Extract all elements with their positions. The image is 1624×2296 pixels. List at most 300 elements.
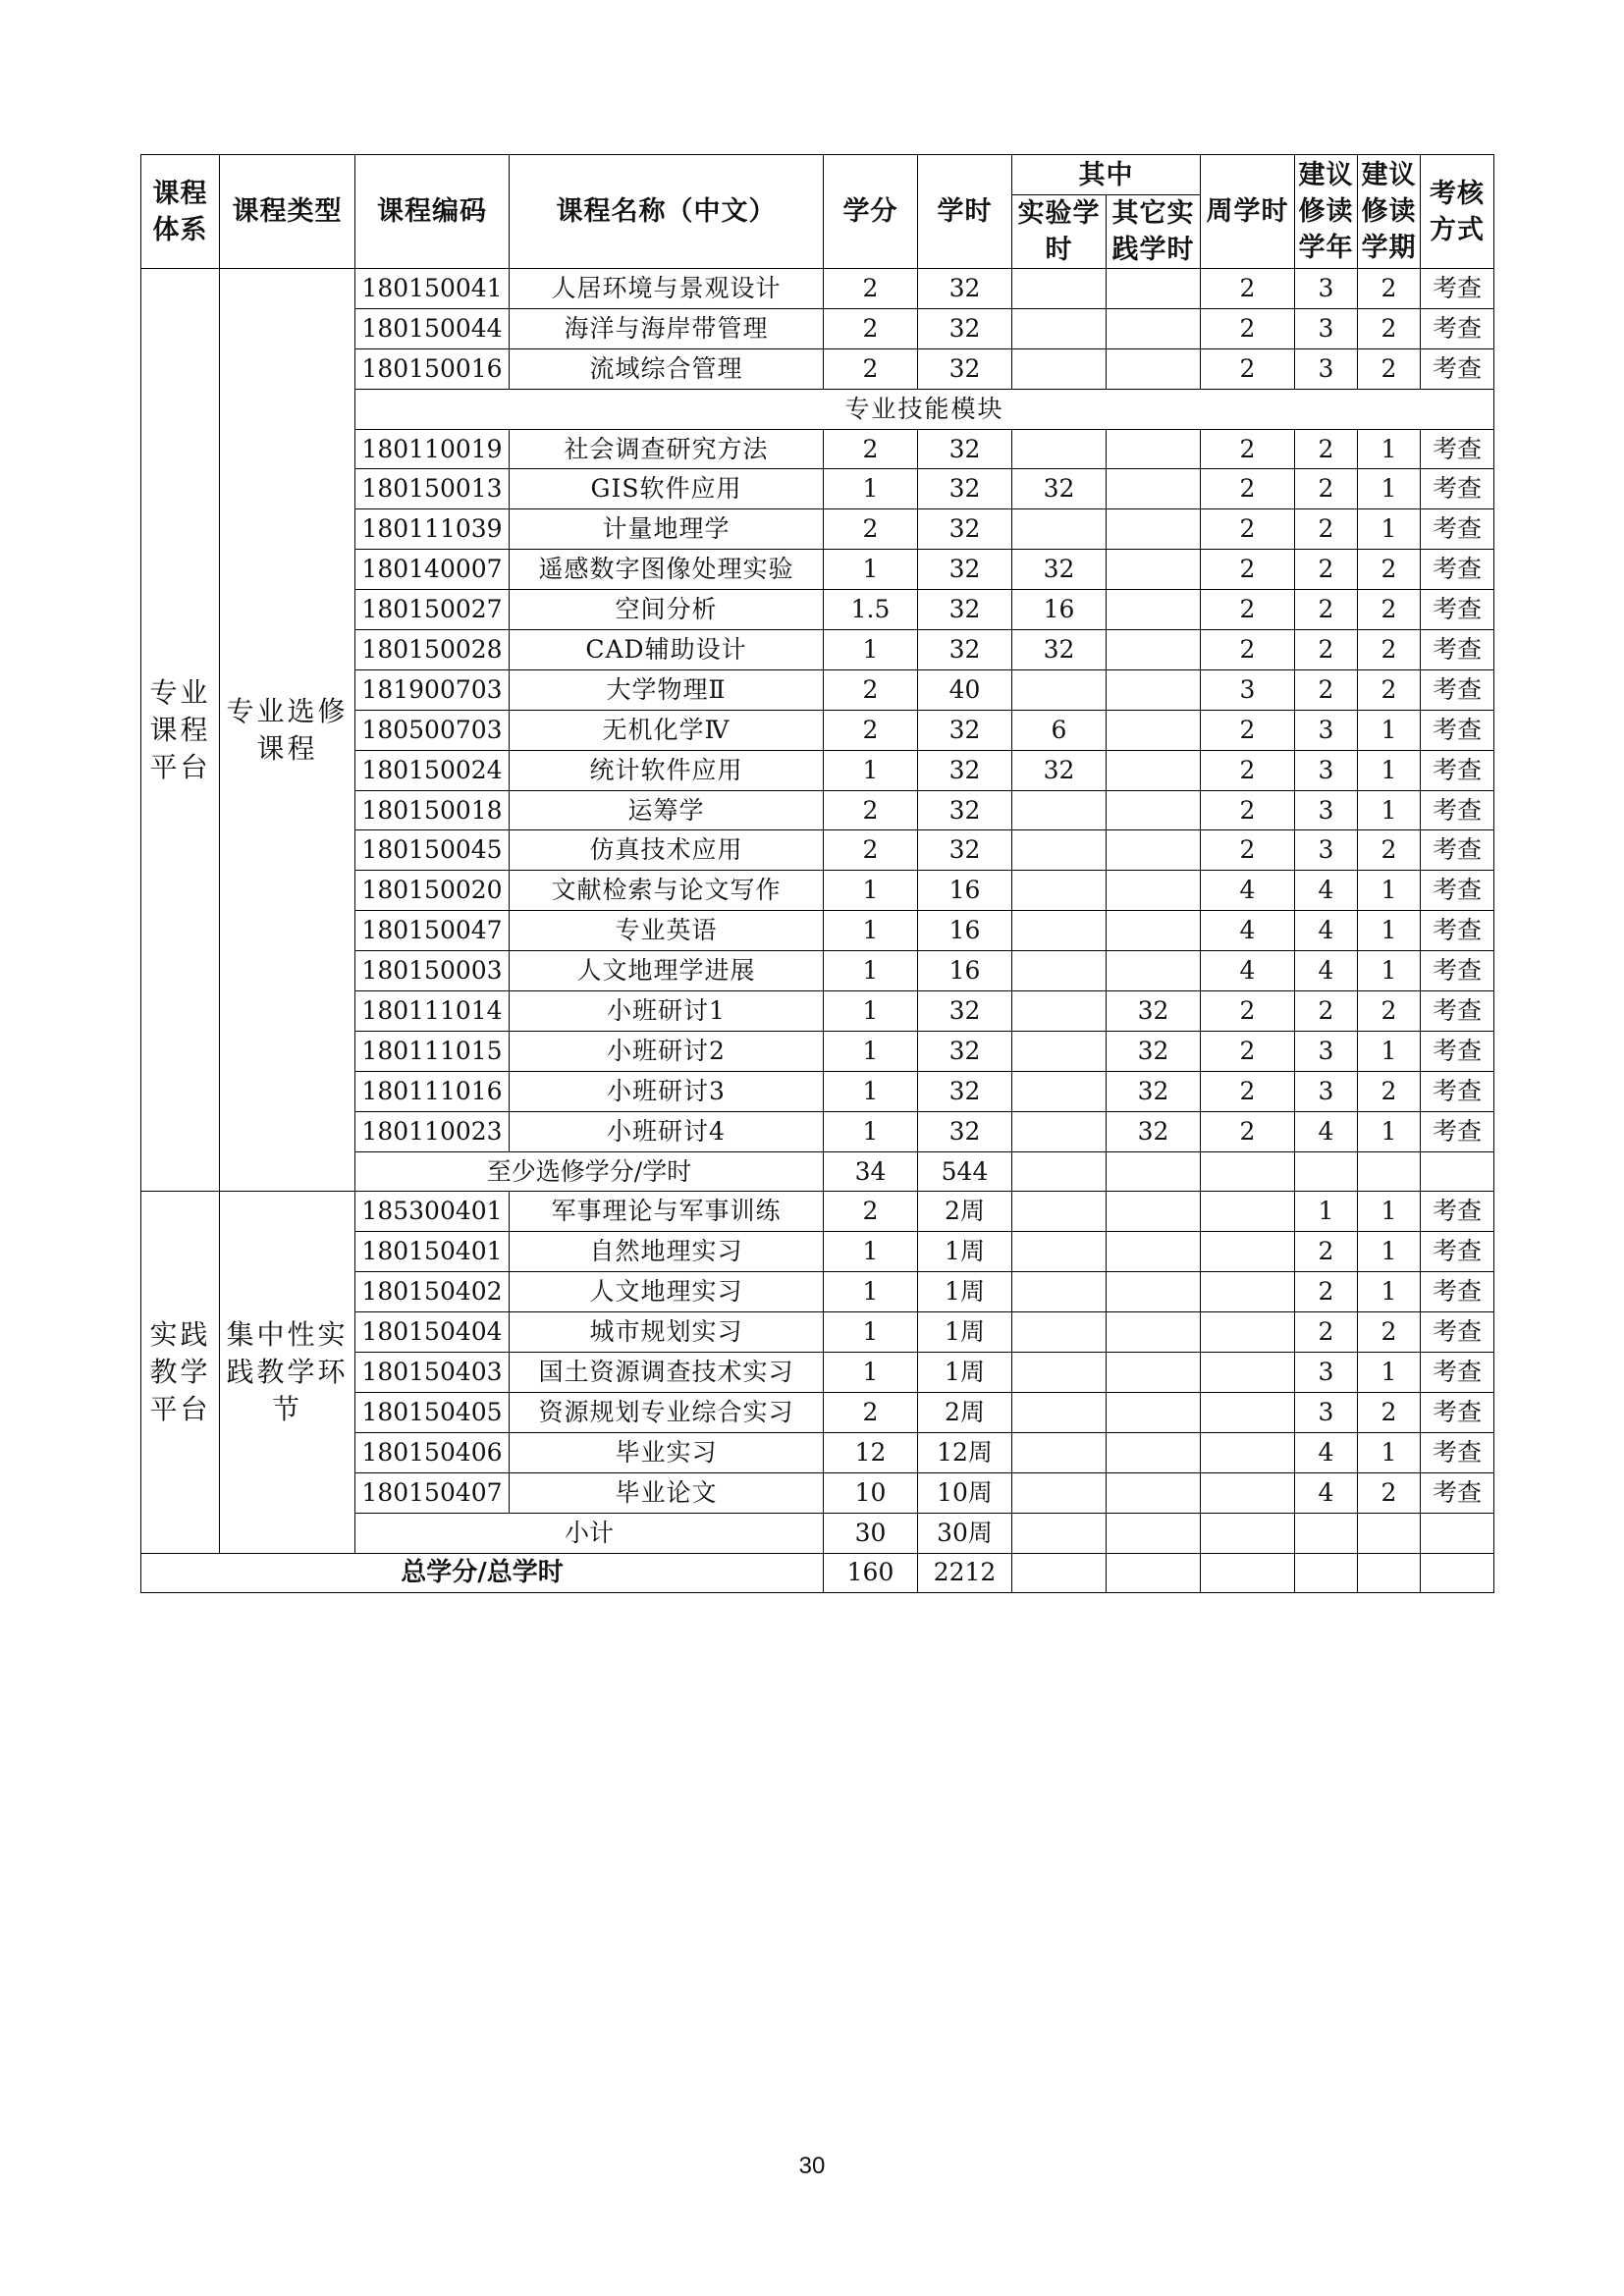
cell-empty — [1295, 1553, 1358, 1593]
cell-term: 2 — [1358, 590, 1421, 630]
cell-lab — [1012, 1392, 1107, 1432]
cell-hours: 32 — [918, 1071, 1012, 1111]
cell-name: 资源规划专业综合实习 — [510, 1392, 824, 1432]
table-header — [141, 155, 1494, 269]
cell-lab — [1012, 308, 1107, 348]
cell-other — [1107, 710, 1201, 750]
cell-code: 180150403 — [355, 1353, 510, 1393]
cell-lab — [1012, 830, 1107, 871]
header-among: 其中 — [1012, 155, 1201, 195]
cell-name: 小班研讨3 — [510, 1071, 824, 1111]
cell-weekly: 2 — [1201, 1111, 1295, 1151]
cell-lab: 32 — [1012, 630, 1107, 670]
cell-code: 180150028 — [355, 630, 510, 670]
cell-code: 180150020 — [355, 871, 510, 911]
cell-name: 计量地理学 — [510, 509, 824, 550]
module-label: 专业技能模块 — [355, 389, 1494, 429]
cell-hours: 32 — [918, 710, 1012, 750]
cell-credit: 2 — [824, 1192, 918, 1232]
cell-year: 2 — [1295, 669, 1358, 710]
cell-other — [1107, 1232, 1201, 1272]
cell-empty — [1295, 1513, 1358, 1553]
cell-hours: 1周 — [918, 1232, 1012, 1272]
cell-hours: 32 — [918, 269, 1012, 309]
cell-term: 1 — [1358, 1031, 1421, 1071]
cell-assess: 考查 — [1421, 1353, 1494, 1393]
cell-assess: 考查 — [1421, 1071, 1494, 1111]
cell-lab — [1012, 1472, 1107, 1513]
header-suggested-term: 建议修读学期 — [1358, 155, 1421, 269]
cell-code: 180150024 — [355, 750, 510, 790]
cell-assess: 考查 — [1421, 429, 1494, 469]
cell-name: 国土资源调查技术实习 — [510, 1353, 824, 1393]
cell-lab: 32 — [1012, 750, 1107, 790]
min-elective-hours: 544 — [918, 1151, 1012, 1192]
cell-term: 1 — [1358, 750, 1421, 790]
cell-hours: 1周 — [918, 1312, 1012, 1353]
cell-code: 180150401 — [355, 1232, 510, 1272]
cell-year: 4 — [1295, 1472, 1358, 1513]
cell-term: 1 — [1358, 871, 1421, 911]
cell-lab — [1012, 991, 1107, 1032]
cell-year: 2 — [1295, 991, 1358, 1032]
cell-year: 4 — [1295, 1432, 1358, 1472]
cell-credit: 2 — [824, 669, 918, 710]
header-assessment: 考核方式 — [1421, 155, 1494, 269]
cell-year: 2 — [1295, 1312, 1358, 1353]
cell-code: 181900703 — [355, 669, 510, 710]
cell-empty — [1201, 1151, 1295, 1192]
cell-lab — [1012, 951, 1107, 991]
cell-hours: 32 — [918, 991, 1012, 1032]
cell-term: 1 — [1358, 1353, 1421, 1393]
cell-code: 180150018 — [355, 790, 510, 830]
header-suggested-year: 建议修读学年 — [1295, 155, 1358, 269]
cell-other — [1107, 1353, 1201, 1393]
cell-term: 1 — [1358, 1192, 1421, 1232]
cell-term: 2 — [1358, 669, 1421, 710]
cell-other — [1107, 429, 1201, 469]
cell-other — [1107, 1272, 1201, 1312]
cell-name: 空间分析 — [510, 590, 824, 630]
cell-name: 军事理论与军事训练 — [510, 1192, 824, 1232]
cell-name: 小班研讨2 — [510, 1031, 824, 1071]
course-table — [140, 154, 1494, 1593]
cell-term: 2 — [1358, 550, 1421, 590]
cell-weekly: 2 — [1201, 348, 1295, 389]
cell-other — [1107, 830, 1201, 871]
table-row — [141, 269, 1494, 309]
cell-code: 180150407 — [355, 1472, 510, 1513]
cell-hours: 32 — [918, 469, 1012, 509]
cell-hours: 32 — [918, 348, 1012, 389]
cell-term: 2 — [1358, 1312, 1421, 1353]
cell-name: 人居环境与景观设计 — [510, 269, 824, 309]
cell-credit: 2 — [824, 790, 918, 830]
cell-year: 2 — [1295, 1232, 1358, 1272]
cell-term: 1 — [1358, 1432, 1421, 1472]
cell-hours: 32 — [918, 429, 1012, 469]
cell-hours: 1周 — [918, 1353, 1012, 1393]
cell-empty — [1201, 1513, 1295, 1553]
cell-weekly: 4 — [1201, 951, 1295, 991]
cell-lab: 32 — [1012, 550, 1107, 590]
cell-name: CAD辅助设计 — [510, 630, 824, 670]
cell-name: 专业英语 — [510, 911, 824, 951]
cell-term: 1 — [1358, 469, 1421, 509]
cell-hours: 32 — [918, 790, 1012, 830]
cell-hours: 32 — [918, 590, 1012, 630]
cell-credit: 1 — [824, 1071, 918, 1111]
cell-empty — [1012, 1513, 1107, 1553]
cell-code: 180111014 — [355, 991, 510, 1032]
cell-term: 1 — [1358, 429, 1421, 469]
cell-assess: 考查 — [1421, 1192, 1494, 1232]
cell-credit: 1 — [824, 630, 918, 670]
subtotal-label: 小计 — [355, 1513, 824, 1553]
cell-assess: 考查 — [1421, 911, 1494, 951]
cell-name: 毕业实习 — [510, 1432, 824, 1472]
cell-empty — [1421, 1151, 1494, 1192]
cell-empty — [1421, 1553, 1494, 1593]
cell-empty — [1107, 1553, 1201, 1593]
cell-code: 180110019 — [355, 429, 510, 469]
cell-hours: 32 — [918, 1111, 1012, 1151]
min-elective-credit: 34 — [824, 1151, 918, 1192]
cell-credit: 1 — [824, 1353, 918, 1393]
cell-other — [1107, 269, 1201, 309]
cell-lab — [1012, 348, 1107, 389]
cell-weekly: 2 — [1201, 830, 1295, 871]
min-elective-label: 至少选修学分/学时 — [355, 1151, 824, 1192]
cell-lab — [1012, 1432, 1107, 1472]
cell-name: 仿真技术应用 — [510, 830, 824, 871]
cell-empty — [1012, 1553, 1107, 1593]
cell-assess: 考查 — [1421, 991, 1494, 1032]
cell-code: 180150027 — [355, 590, 510, 630]
cell-lab — [1012, 1192, 1107, 1232]
cell-other — [1107, 669, 1201, 710]
table-row — [141, 1553, 1494, 1593]
cell-weekly: 4 — [1201, 911, 1295, 951]
cell-other — [1107, 469, 1201, 509]
cell-hours: 32 — [918, 509, 1012, 550]
cell-hours: 10周 — [918, 1472, 1012, 1513]
course-type-cell: 集中性实践教学环节 — [220, 1192, 355, 1553]
header-hours: 学时 — [918, 155, 1012, 269]
cell-code: 180150402 — [355, 1272, 510, 1312]
cell-code: 180150406 — [355, 1432, 510, 1472]
cell-lab — [1012, 1232, 1107, 1272]
header-weekly-hours: 周学时 — [1201, 155, 1295, 269]
cell-code: 180111039 — [355, 509, 510, 550]
cell-hours: 1周 — [918, 1272, 1012, 1312]
cell-name: 运筹学 — [510, 790, 824, 830]
cell-hours: 32 — [918, 550, 1012, 590]
cell-lab — [1012, 669, 1107, 710]
cell-year: 2 — [1295, 630, 1358, 670]
total-label: 总学分/总学时 — [141, 1553, 824, 1593]
cell-weekly: 3 — [1201, 669, 1295, 710]
cell-term: 2 — [1358, 269, 1421, 309]
cell-year: 3 — [1295, 348, 1358, 389]
cell-code: 180111016 — [355, 1071, 510, 1111]
cell-year: 2 — [1295, 550, 1358, 590]
cell-assess: 考查 — [1421, 1272, 1494, 1312]
cell-credit: 1 — [824, 991, 918, 1032]
cell-other — [1107, 951, 1201, 991]
cell-credit: 1 — [824, 1312, 918, 1353]
cell-other: 32 — [1107, 1031, 1201, 1071]
cell-credit: 1 — [824, 911, 918, 951]
cell-year: 3 — [1295, 308, 1358, 348]
cell-name: 小班研讨1 — [510, 991, 824, 1032]
cell-hours: 16 — [918, 911, 1012, 951]
header-other-practice: 其它实践学时 — [1107, 195, 1201, 269]
cell-assess: 考查 — [1421, 1392, 1494, 1432]
cell-assess: 考查 — [1421, 1031, 1494, 1071]
table-body — [141, 269, 1494, 1593]
cell-other — [1107, 308, 1201, 348]
cell-weekly — [1201, 1192, 1295, 1232]
cell-code: 185300401 — [355, 1192, 510, 1232]
cell-lab — [1012, 1312, 1107, 1353]
cell-credit: 1 — [824, 1111, 918, 1151]
header-type: 课程类型 — [220, 155, 355, 269]
cell-term: 1 — [1358, 1272, 1421, 1312]
cell-term: 2 — [1358, 308, 1421, 348]
cell-term: 1 — [1358, 1111, 1421, 1151]
header-code: 课程编码 — [355, 155, 510, 269]
cell-assess: 考查 — [1421, 469, 1494, 509]
cell-credit: 1.5 — [824, 590, 918, 630]
cell-name: 统计软件应用 — [510, 750, 824, 790]
cell-year: 4 — [1295, 871, 1358, 911]
cell-year: 3 — [1295, 1031, 1358, 1071]
cell-lab — [1012, 1111, 1107, 1151]
cell-credit: 1 — [824, 550, 918, 590]
cell-lab — [1012, 1071, 1107, 1111]
cell-year: 4 — [1295, 911, 1358, 951]
cell-year: 3 — [1295, 830, 1358, 871]
cell-year: 3 — [1295, 269, 1358, 309]
cell-empty — [1107, 1513, 1201, 1553]
cell-hours: 16 — [918, 871, 1012, 911]
cell-weekly: 2 — [1201, 469, 1295, 509]
cell-weekly — [1201, 1472, 1295, 1513]
header-name: 课程名称（中文） — [510, 155, 824, 269]
cell-year: 2 — [1295, 509, 1358, 550]
cell-name: 小班研讨4 — [510, 1111, 824, 1151]
cell-name: 无机化学Ⅳ — [510, 710, 824, 750]
cell-assess: 考查 — [1421, 750, 1494, 790]
cell-year: 2 — [1295, 1272, 1358, 1312]
cell-assess: 考查 — [1421, 348, 1494, 389]
cell-year: 4 — [1295, 951, 1358, 991]
cell-credit: 2 — [824, 710, 918, 750]
subtotal-hours: 30周 — [918, 1513, 1012, 1553]
cell-code: 180500703 — [355, 710, 510, 750]
cell-credit: 2 — [824, 1392, 918, 1432]
total-hours: 2212 — [918, 1553, 1012, 1593]
cell-empty — [1358, 1553, 1421, 1593]
cell-code: 180150405 — [355, 1392, 510, 1432]
cell-weekly: 2 — [1201, 1031, 1295, 1071]
cell-lab — [1012, 269, 1107, 309]
cell-weekly: 2 — [1201, 710, 1295, 750]
cell-assess: 考查 — [1421, 951, 1494, 991]
cell-credit: 2 — [824, 830, 918, 871]
cell-name: 自然地理实习 — [510, 1232, 824, 1272]
cell-other — [1107, 871, 1201, 911]
cell-term: 1 — [1358, 951, 1421, 991]
cell-lab: 32 — [1012, 469, 1107, 509]
cell-code: 180110023 — [355, 1111, 510, 1151]
cell-assess: 考查 — [1421, 509, 1494, 550]
cell-credit: 1 — [824, 750, 918, 790]
cell-term: 2 — [1358, 348, 1421, 389]
cell-other: 32 — [1107, 991, 1201, 1032]
cell-empty — [1201, 1553, 1295, 1593]
cell-term: 1 — [1358, 509, 1421, 550]
cell-hours: 32 — [918, 630, 1012, 670]
cell-empty — [1358, 1151, 1421, 1192]
cell-other — [1107, 509, 1201, 550]
cell-credit: 1 — [824, 871, 918, 911]
cell-other — [1107, 1472, 1201, 1513]
cell-lab — [1012, 1272, 1107, 1312]
cell-other — [1107, 790, 1201, 830]
cell-lab — [1012, 509, 1107, 550]
cell-assess: 考查 — [1421, 871, 1494, 911]
cell-hours: 12周 — [918, 1432, 1012, 1472]
cell-code: 180150045 — [355, 830, 510, 871]
course-system-cell: 专业课程平台 — [141, 269, 220, 1192]
subtotal-credit: 30 — [824, 1513, 918, 1553]
cell-credit: 12 — [824, 1432, 918, 1472]
cell-name: 大学物理Ⅱ — [510, 669, 824, 710]
cell-code: 180150041 — [355, 269, 510, 309]
cell-credit: 2 — [824, 429, 918, 469]
cell-weekly — [1201, 1432, 1295, 1472]
cell-hours: 16 — [918, 951, 1012, 991]
cell-weekly: 2 — [1201, 790, 1295, 830]
cell-term: 2 — [1358, 1071, 1421, 1111]
cell-assess: 考查 — [1421, 710, 1494, 750]
cell-name: GIS软件应用 — [510, 469, 824, 509]
cell-lab — [1012, 1031, 1107, 1071]
cell-other — [1107, 1432, 1201, 1472]
cell-hours: 32 — [918, 1031, 1012, 1071]
cell-assess: 考查 — [1421, 550, 1494, 590]
cell-name: 毕业论文 — [510, 1472, 824, 1513]
cell-empty — [1358, 1513, 1421, 1553]
cell-code: 180140007 — [355, 550, 510, 590]
cell-weekly — [1201, 1392, 1295, 1432]
cell-weekly — [1201, 1312, 1295, 1353]
cell-name: 海洋与海岸带管理 — [510, 308, 824, 348]
cell-assess: 考查 — [1421, 1232, 1494, 1272]
cell-code: 180111015 — [355, 1031, 510, 1071]
cell-other — [1107, 1392, 1201, 1432]
cell-assess: 考查 — [1421, 669, 1494, 710]
cell-code: 180150003 — [355, 951, 510, 991]
cell-weekly: 2 — [1201, 1071, 1295, 1111]
cell-weekly: 2 — [1201, 991, 1295, 1032]
cell-credit: 1 — [824, 1232, 918, 1272]
cell-credit: 10 — [824, 1472, 918, 1513]
cell-year: 3 — [1295, 1071, 1358, 1111]
cell-weekly — [1201, 1232, 1295, 1272]
cell-weekly: 2 — [1201, 750, 1295, 790]
cell-credit: 1 — [824, 469, 918, 509]
cell-term: 1 — [1358, 790, 1421, 830]
cell-empty — [1295, 1151, 1358, 1192]
cell-assess: 考查 — [1421, 308, 1494, 348]
cell-assess: 考查 — [1421, 790, 1494, 830]
cell-term: 2 — [1358, 1392, 1421, 1432]
cell-year: 1 — [1295, 1192, 1358, 1232]
cell-hours: 32 — [918, 830, 1012, 871]
cell-other: 32 — [1107, 1071, 1201, 1111]
cell-hours: 2周 — [918, 1392, 1012, 1432]
cell-code: 180150013 — [355, 469, 510, 509]
cell-credit: 2 — [824, 269, 918, 309]
cell-credit: 1 — [824, 1031, 918, 1071]
cell-name: 文献检索与论文写作 — [510, 871, 824, 911]
cell-assess: 考查 — [1421, 590, 1494, 630]
cell-assess: 考查 — [1421, 1312, 1494, 1353]
page-number: 30 — [798, 2153, 826, 2179]
cell-weekly: 2 — [1201, 590, 1295, 630]
cell-code: 180150047 — [355, 911, 510, 951]
cell-name: 人文地理学进展 — [510, 951, 824, 991]
cell-hours: 32 — [918, 308, 1012, 348]
cell-other — [1107, 550, 1201, 590]
cell-assess: 考查 — [1421, 1472, 1494, 1513]
cell-code: 180150016 — [355, 348, 510, 389]
cell-weekly: 2 — [1201, 509, 1295, 550]
cell-year: 3 — [1295, 710, 1358, 750]
cell-weekly: 2 — [1201, 429, 1295, 469]
cell-code: 180150044 — [355, 308, 510, 348]
cell-assess: 考查 — [1421, 1432, 1494, 1472]
cell-credit: 2 — [824, 348, 918, 389]
cell-year: 4 — [1295, 1111, 1358, 1151]
cell-empty — [1421, 1513, 1494, 1553]
cell-weekly: 2 — [1201, 630, 1295, 670]
cell-name: 流域综合管理 — [510, 348, 824, 389]
cell-lab: 16 — [1012, 590, 1107, 630]
cell-name: 城市规划实习 — [510, 1312, 824, 1353]
cell-other: 32 — [1107, 1111, 1201, 1151]
cell-other — [1107, 1312, 1201, 1353]
cell-weekly: 2 — [1201, 269, 1295, 309]
cell-credit: 2 — [824, 509, 918, 550]
cell-lab — [1012, 429, 1107, 469]
cell-other — [1107, 911, 1201, 951]
cell-other — [1107, 1192, 1201, 1232]
cell-assess: 考查 — [1421, 830, 1494, 871]
cell-empty — [1012, 1151, 1107, 1192]
cell-year: 3 — [1295, 750, 1358, 790]
table-row — [141, 1192, 1494, 1232]
cell-hours: 2周 — [918, 1192, 1012, 1232]
cell-term: 2 — [1358, 830, 1421, 871]
cell-other — [1107, 750, 1201, 790]
header-credit: 学分 — [824, 155, 918, 269]
cell-other — [1107, 348, 1201, 389]
